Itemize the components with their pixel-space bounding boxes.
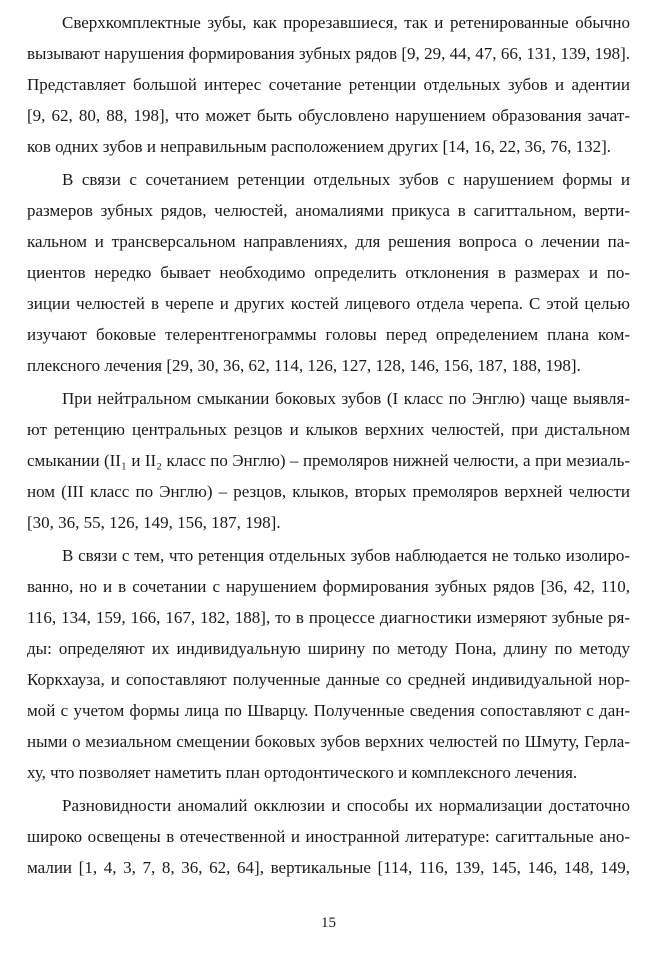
paragraph-1-line-3: Представляет большой интерес сочетание ретенции отдельных зубов и адентии: [27, 75, 630, 94]
paragraph-1-line-4: [9, 62, 80, 88, 198], что может быть обусловлено нарушением образования зачат-: [27, 106, 630, 125]
paragraph-5-line-2: широко освещены в отечественной и иностранной литературе: сагиттальные ано-: [27, 827, 630, 846]
paragraph-3-line-1: При нейтральном смыкании боковых зубов (I класс по Энглю) чаще выявля-: [62, 389, 630, 408]
paragraph-4-line-4: ды: определяют их индивидуальную ширину по методу Пона, длину по методу: [27, 639, 630, 658]
paragraph-2-line-3: кальном и трансверсальном направлениях, для решения вопроса о лечении па-: [27, 232, 630, 251]
paragraph-1-line-2: вызывают нарушения формирования зубных рядов [9, 29, 44, 47, 66, 131, 139, 198].: [27, 44, 630, 63]
paragraph-4-line-5: Коркхауза, и сопоставляют полученные данные со средней индивидуальной нор-: [27, 670, 630, 689]
paragraph-4-line-2: ванно, но и в сочетании с нарушением формирования зубных рядов [36, 42, 110,: [27, 577, 630, 596]
paragraph-2-line-2: размеров зубных рядов, челюстей, аномалиями прикуса в сагиттальном, верти-: [27, 201, 630, 220]
paragraph-5-line-3: малии [1, 4, 3, 7, 8, 36, 62, 64], вертикальные [114, 116, 139, 145, 146, 148, 149,: [27, 858, 630, 877]
paragraph-1-line-1: Сверхкомплектные зубы, как прорезавшиеся, так и ретенированные обычно: [62, 13, 630, 32]
paragraph-4-line-1: В связи с тем, что ретенция отдельных зубов наблюдается не только изолиро-: [62, 546, 630, 565]
paragraph-5-line-1: Разновидности аномалий окклюзии и способы их нормализации достаточно: [62, 796, 630, 815]
paragraph-4-line-3: 116, 134, 159, 166, 167, 182, 188], то в процессе диагностики измеряют зубные ря-: [27, 608, 630, 627]
paragraph-2-line-5: зиции челюстей в черепе и других костей лицевого отдела черепа. С этой целью: [27, 294, 630, 313]
paragraph-2-line-4: циентов нередко бывает необходимо определить отклонения в размерах и по-: [27, 263, 630, 282]
paragraph-1-line-5: ков одних зубов и неправильным расположением других [14, 16, 22, 36, 76, 132].: [27, 137, 612, 156]
paragraph-2-line-6: изучают боковые телерентгенограммы головы перед определением плана ком-: [27, 325, 630, 344]
paragraph-3-line-3: смыкании (II₁ и II₂ класс по Энглю) – премоляров нижней челюсти, а при мезиаль-: [27, 451, 630, 470]
paragraph-3-line-2: ют ретенцию центральных резцов и клыков верхних челюстей, при дистальном: [27, 420, 630, 439]
paragraph-3-line-4: ном (III класс по Энглю) – резцов, клыков, вторых премоляров верхней челюсти: [27, 482, 630, 501]
paragraph-4-line-7: ными о мезиальном смещении боковых зубов верхних челюстей по Шмуту, Герла-: [27, 732, 630, 751]
paragraph-4-line-6: мой с учетом формы лица по Шварцу. Полученные сведения сопоставляют с дан-: [27, 701, 630, 720]
page-number: 15: [321, 915, 336, 931]
paragraph-4-line-8: ху, что позволяет наметить план ортодонтического и комплексного лечения.: [27, 763, 578, 782]
paragraph-2-line-7: плексного лечения [29, 30, 36, 62, 114, 126, 127, 128, 146, 156, 187, 188, 198].: [27, 356, 581, 375]
paragraph-2-line-1: В связи с сочетанием ретенции отдельных зубов с нарушением формы и: [62, 170, 630, 189]
paragraph-3-line-5: [30, 36, 55, 126, 149, 156, 187, 198].: [27, 513, 281, 532]
